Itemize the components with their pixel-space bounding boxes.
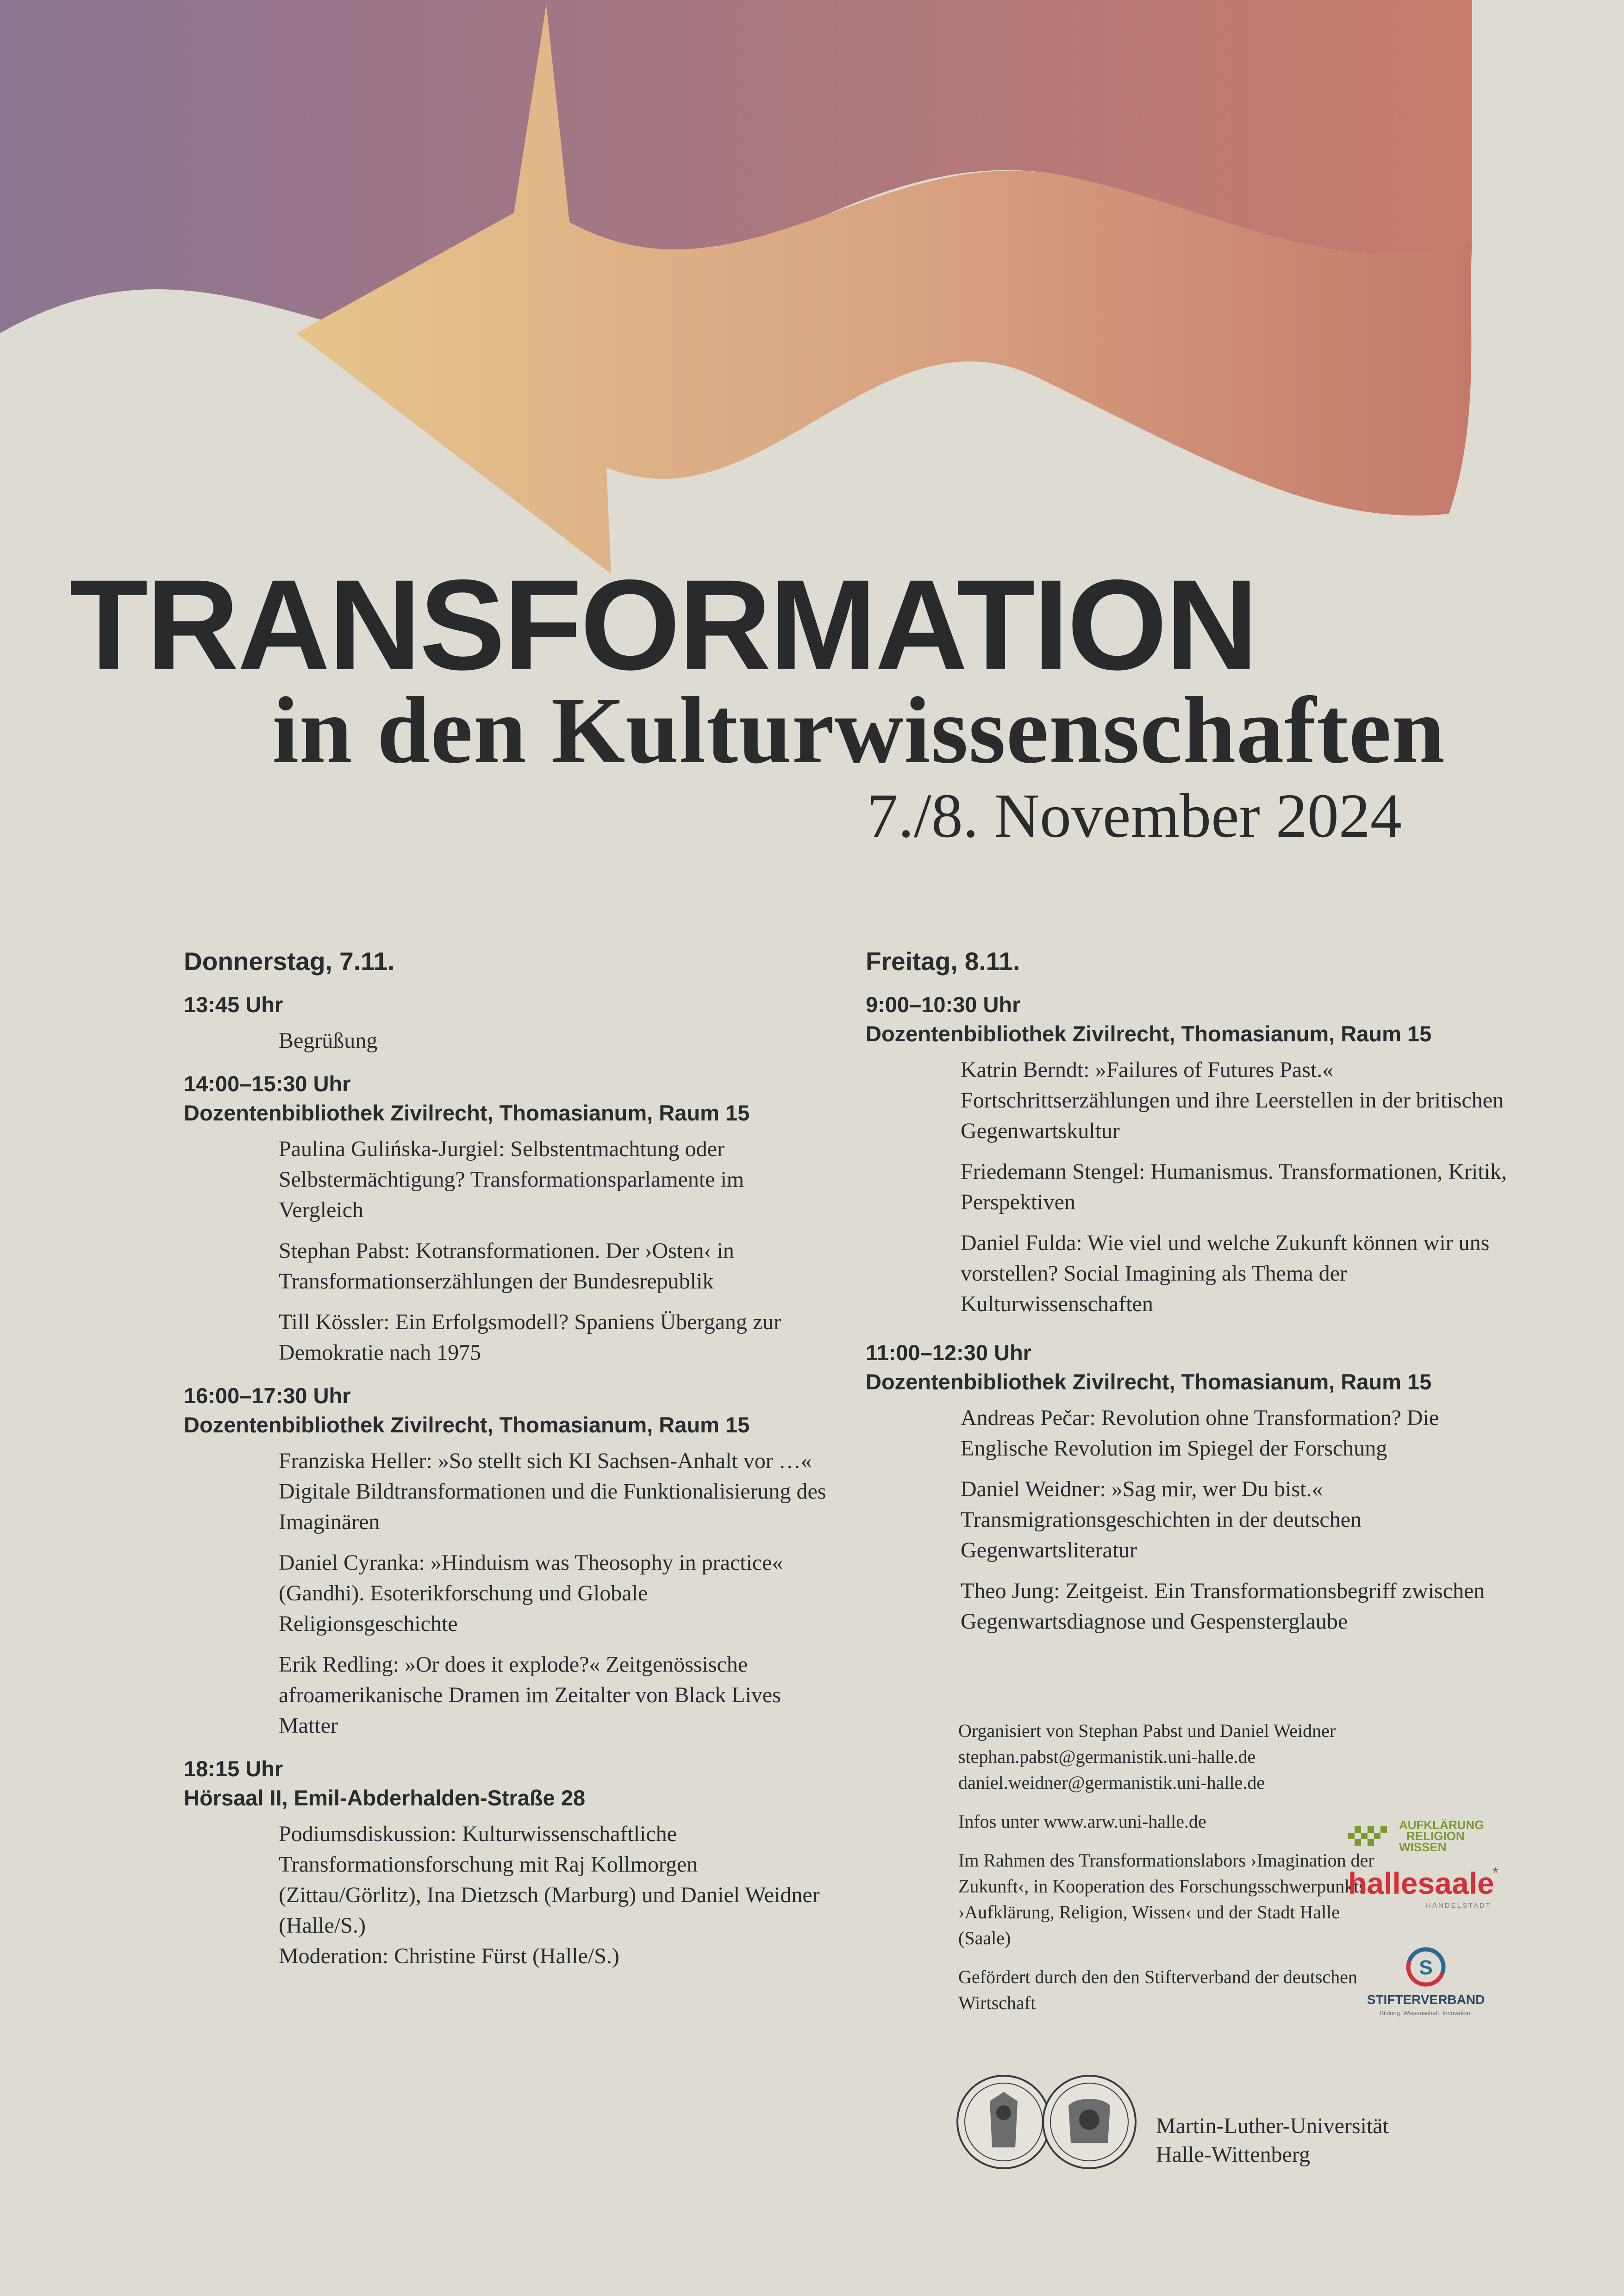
talk-item: Andreas Pečar: Revolution ohne Transformation? Die Englische Revolution im Spiegel der Forschung [961,1406,1439,1461]
slot-time: 16:00–17:30 Uhr [184,1383,351,1408]
talk-item: Erik Redling: »Or does it explode?« Zeitgenössische afroamerikanische Dramen im Zeitalter von Black Lives Matter [279,1652,781,1738]
talk-item: Moderation: Christine Fürst (Halle/S.) [279,1944,619,1968]
slot-time: 13:45 Uhr [184,992,283,1017]
friday-program [866,942,1523,1650]
program-slot [184,1754,832,1972]
akw-line: AUFKLÄRUNG [1399,1818,1484,1832]
thursday-program [184,942,832,1985]
slot-time: 14:00–15:30 Uhr [184,1071,351,1096]
slot-time: 18:15 Uhr [184,1756,283,1781]
halle-wordmark: hallesaale [1348,1866,1494,1900]
talk-item: Friedemann Stengel: Humanismus. Transformationen, Kritik, Perspektiven [961,1159,1507,1214]
university-name [1156,2112,1389,2169]
stifterverband-logo [1366,1944,1486,2022]
talk-item: Daniel Cyranka: »Hinduism was Theosophy in practice« (Gandhi). Esoterikforschung und Globale Religionsgeschichte [279,1550,783,1636]
program-slot [184,1381,832,1741]
seal-icon [1043,2076,1136,2168]
talk-item: Daniel Fulda: Wie viel und welche Zukunft können wir uns vorstellen? Social Imagining als Thema der Kulturwissenschaften [961,1231,1490,1316]
poster-subtitle: in den Kulturwissenschaften [272,677,1445,783]
stifter-wordmark: STIFTERVERBAND [1367,1992,1485,2007]
talk-item: Daniel Weidner: »Sag mir, wer Du bist.« Transmigrationsgeschichten in der deutschen Gegenwartsliteratur [961,1477,1362,1562]
slot-time: 9:00–10:30 Uhr [866,992,1021,1017]
poster-title: TRANSFORMATION [69,553,1257,697]
akw-logo [1347,1814,1500,1856]
program-slot [184,990,832,1056]
slot-time: 11:00–12:30 Uhr [866,1340,1031,1365]
talk-item: Paulina Gulińska-Jurgiel: Selbstentmachtung oder Selbstermächtigung? Transformationsparlamente im Vergleich [279,1137,744,1222]
organizers-text: Organisiert von Stephan Pabst und Daniel Weidner [958,1720,1336,1741]
slot-room: Dozentenbibliothek Zivilrecht, Thomasianum, Raum 15 [184,1101,750,1125]
svg-text:S: S [1419,1956,1433,1979]
slot-room: Dozentenbibliothek Zivilrecht, Thomasianum, Raum 15 [866,1369,1432,1394]
email-link[interactable]: stephan.pabst@germanistik.uni-halle.de [958,1746,1256,1767]
organizer-info [958,1718,1375,2029]
slot-room: Hörsaal II, Emil-Abderhalden-Straße 28 [184,1786,586,1810]
email-link[interactable]: daniel.weidner@germanistik.uni-halle.de [958,1772,1265,1793]
program-slot [184,1069,832,1368]
talk-item: Podiumsdiskussion: Kulturwissenschaftliche Transformationsforschung mit Raj Kollmorgen (Zittau/Görlitz), Ina Dietzsch (Marburg) und Daniel Weidner (Halle/S.) [279,1822,820,1938]
university-line: Martin-Luther-Universität [1156,2114,1389,2138]
context-text: Im Rahmen des Transformationslabors ›Imagination der Zukunft‹, in Kooperation des Forschungsschwerpunkts ›Aufklärung, Religion, Wissen‹ und der Stadt Halle (Saale) [958,1850,1374,1948]
halle-logo [1348,1865,1501,1916]
talk-item: Theo Jung: Zeitgeist. Ein Transformationsbegriff zwischen Gegenwartsdiagnose und Gespensterglaube [961,1579,1485,1634]
seal-icon [957,2076,1050,2168]
program-slot [866,990,1523,1319]
slot-room: Dozentenbibliothek Zivilrecht, Thomasianum, Raum 15 [184,1412,750,1437]
day-heading: Freitag, 8.11. [866,947,1020,976]
talk-item: Franziska Heller: »So stellt sich KI Sachsen-Anhalt vor …« Digitale Bildtransformationen und die Funktionalisierung des Imaginären [279,1449,826,1534]
university-line: Halle-Wittenberg [1156,2142,1311,2167]
talk-item: Katrin Berndt: »Failures of Futures Past.« Fortschrittserzählungen und ihre Leerstellen in der britischen Gegenwartskultur [961,1058,1504,1143]
talk-item: Stephan Pabst: Kotransformationen. Der ›Osten‹ in Transformationserzählungen der Bundesrepublik [279,1238,734,1294]
akw-line: RELIGION [1406,1829,1465,1843]
stifter-subline: Bildung. Wissenschaft. Innovation. [1380,2010,1472,2016]
talk-item: Begrüßung [279,1028,378,1053]
university-seals [955,2069,1140,2175]
header-graphic [0,0,1624,648]
day-heading: Donnerstag, 7.11. [184,947,395,976]
program-slot [866,1338,1523,1637]
talk-item: Till Kössler: Ein Erfolgsmodell? Spaniens Übergang zur Demokratie nach 1975 [279,1310,781,1365]
svg-text:*: * [1493,1865,1499,1882]
halle-subline: HÄNDELSTADT [1426,1902,1492,1910]
slot-room: Dozentenbibliothek Zivilrecht, Thomasianum, Raum 15 [866,1021,1432,1046]
akw-line: WISSEN [1399,1840,1447,1854]
event-date: 7./8. November 2024 [867,781,1402,851]
funding-text: Gefördert durch den den Stifterverband der deutschen Wirtschaft [958,1966,1357,2013]
website-text[interactable]: Infos unter www.arw.uni-halle.de [958,1811,1206,1832]
